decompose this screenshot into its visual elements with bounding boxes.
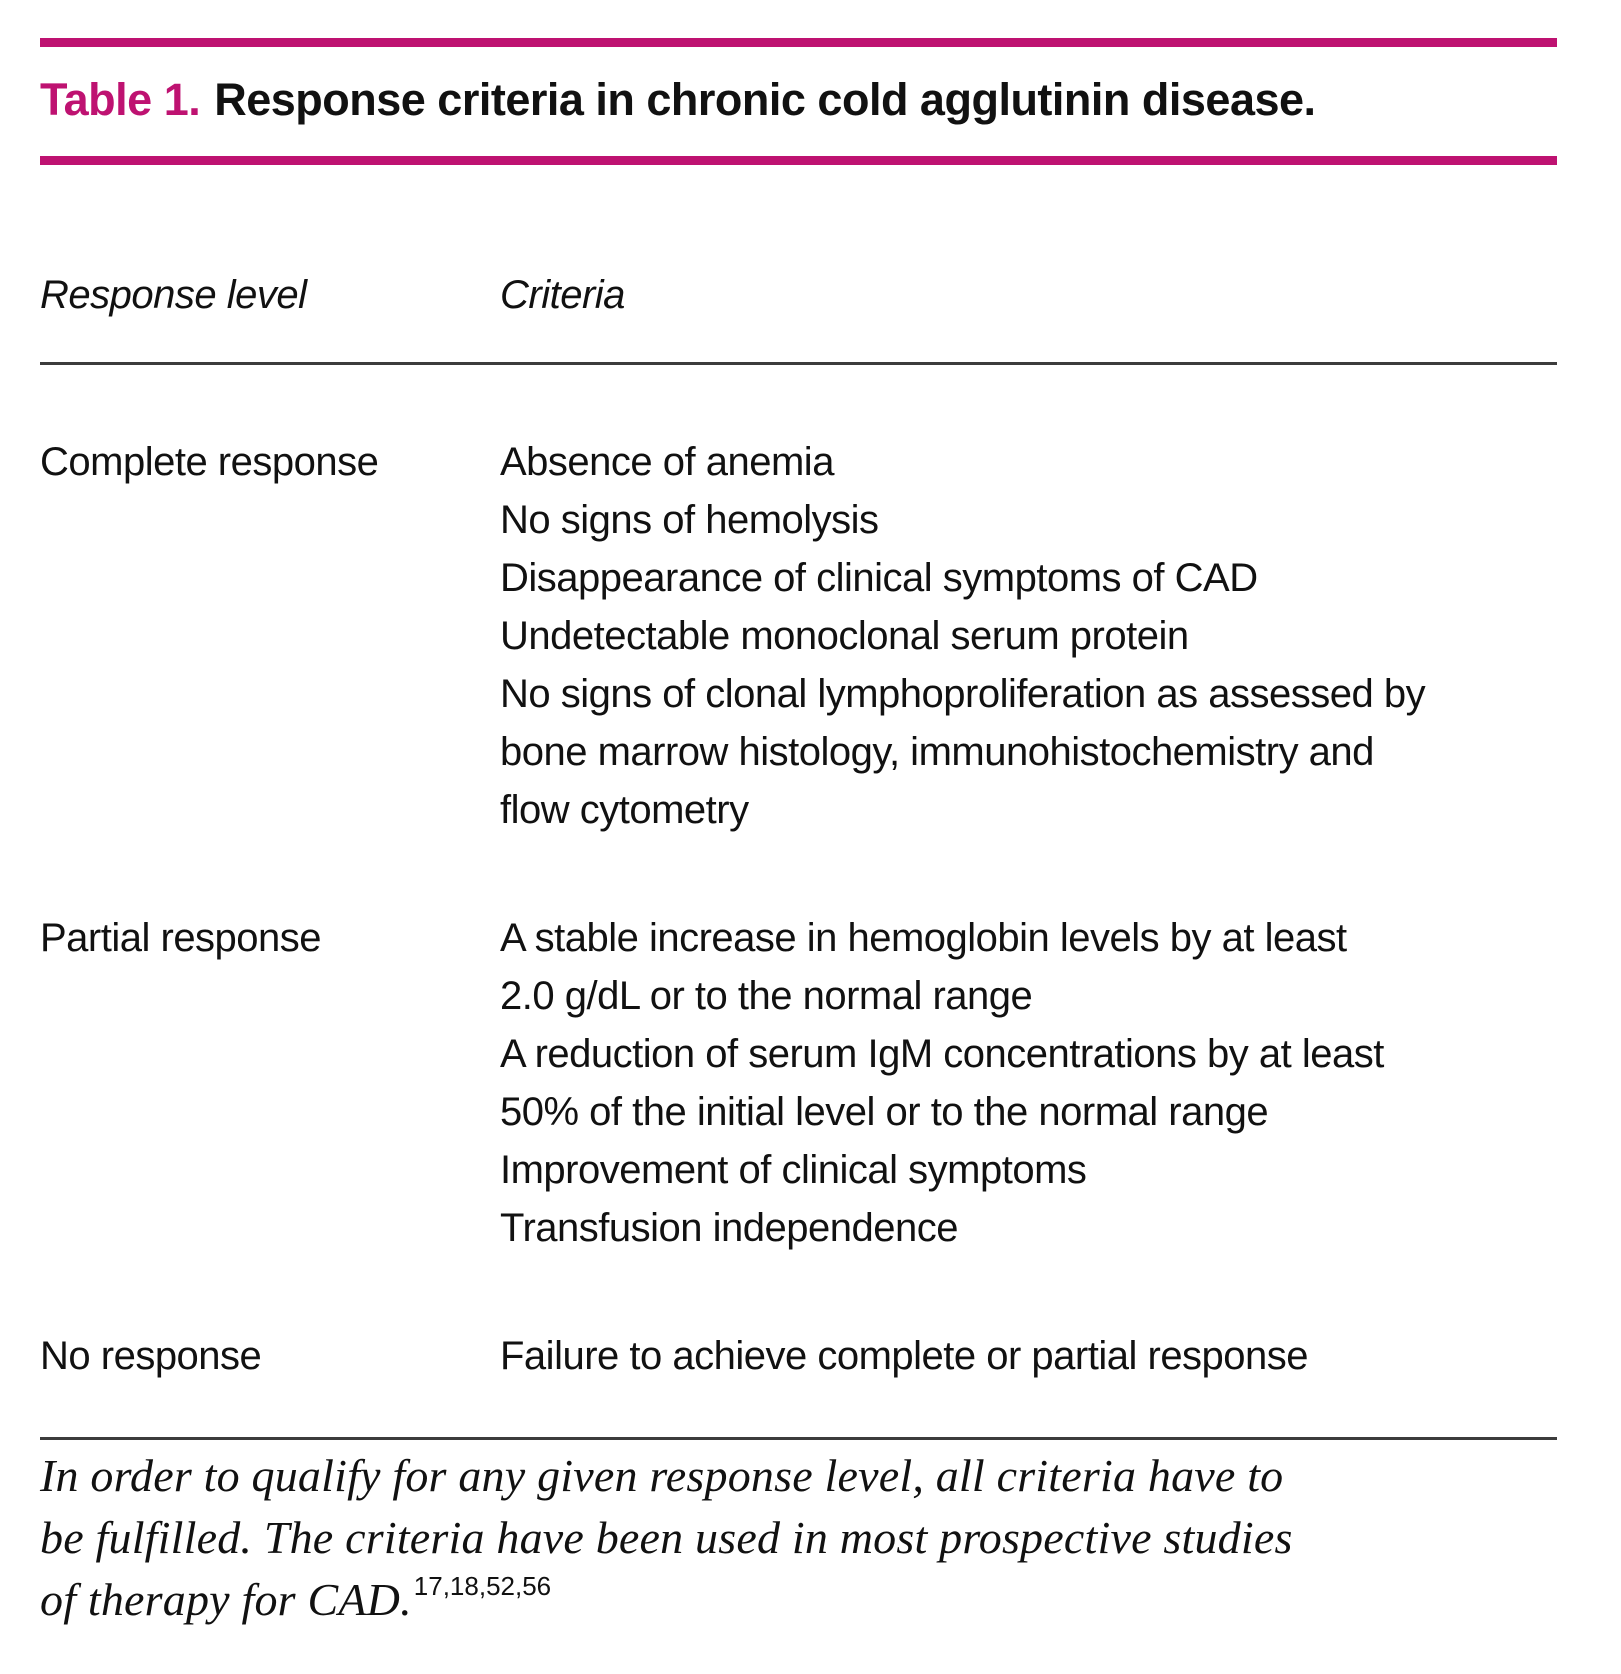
response-level-cell: Partial response xyxy=(40,916,322,960)
criteria-line: Improvement of clinical symptoms xyxy=(500,1148,1087,1192)
table-footnote xyxy=(40,1440,1557,1631)
table-row xyxy=(40,909,1557,1257)
response-level-cell: No response xyxy=(40,1334,262,1378)
table-row xyxy=(40,433,1557,839)
table-row xyxy=(40,1327,1557,1385)
criteria-line: Undetectable monoclonal serum protein xyxy=(500,614,1189,658)
footnote-line: be fulfilled. The criteria have been used in most prospective studies xyxy=(40,1512,1293,1563)
criteria-line: Absence of anemia xyxy=(500,440,834,484)
footnote-line xyxy=(40,1569,1557,1631)
criteria-line: No signs of hemolysis xyxy=(500,498,879,542)
table-title-text: Response criteria in chronic cold agglutinin disease. xyxy=(214,74,1316,125)
criteria-line: 50% of the initial level or to the normal range xyxy=(500,1090,1269,1134)
footnote-references: 17,18,52,56 xyxy=(413,1570,552,1601)
criteria-line: 2.0 g/dL or to the normal range xyxy=(500,974,1033,1018)
table-body xyxy=(40,365,1557,1437)
criteria-line: No signs of clonal lymphoproliferation as assessed by xyxy=(500,672,1426,716)
top-accent-rule xyxy=(40,38,1557,47)
criteria-cell xyxy=(500,909,1557,1257)
criteria-line: A stable increase in hemoglobin levels by at least xyxy=(500,916,1347,960)
criteria-line: bone marrow histology, immunohistochemistry and xyxy=(500,730,1374,774)
criteria-line: Disappearance of clinical symptoms of CAD xyxy=(500,556,1258,600)
footnote-line-text: of therapy for CAD. xyxy=(40,1574,412,1625)
criteria-line: A reduction of serum IgM concentrations by at least xyxy=(500,1032,1384,1076)
column-header-row xyxy=(40,270,1557,320)
response-level-cell: Complete response xyxy=(40,440,379,484)
table-label: Table 1. xyxy=(40,74,201,125)
column-header-criteria: Criteria xyxy=(500,273,625,317)
table-title xyxy=(40,73,1557,127)
table-content xyxy=(40,0,1557,1631)
title-bottom-accent-rule xyxy=(40,156,1557,165)
column-header-response-level: Response level xyxy=(40,273,307,317)
criteria-cell xyxy=(500,433,1557,839)
criteria-line: flow cytometry xyxy=(500,788,749,832)
criteria-line: Transfusion independence xyxy=(500,1206,958,1250)
criteria-cell xyxy=(500,1327,1557,1385)
criteria-line: Failure to achieve complete or partial response xyxy=(500,1334,1309,1378)
footnote-line: In order to qualify for any given response level, all criteria have to xyxy=(40,1450,1284,1501)
